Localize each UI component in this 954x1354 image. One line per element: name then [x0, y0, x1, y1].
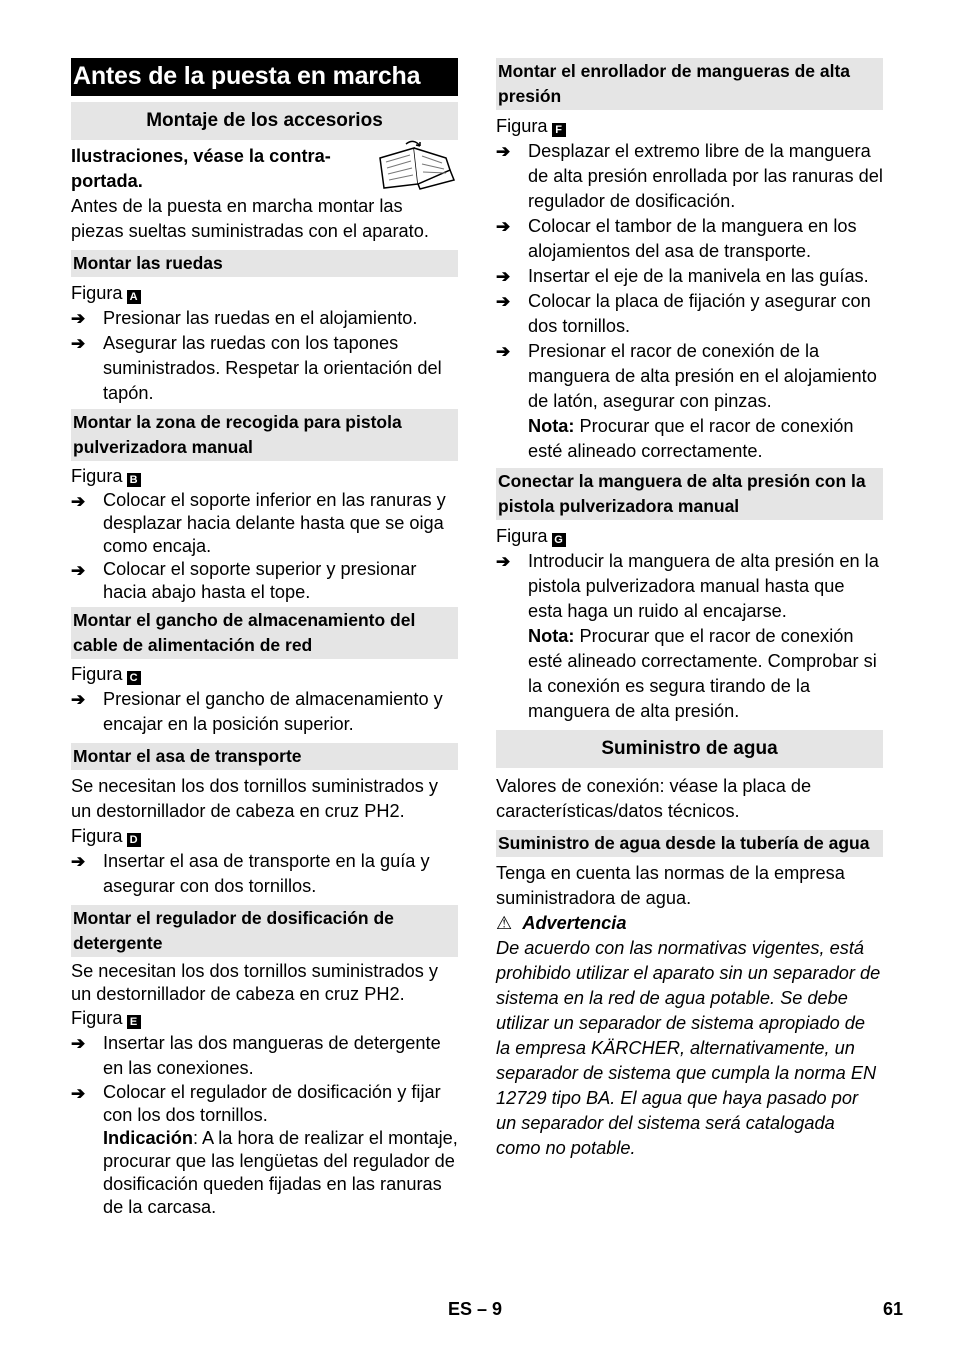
intro-bold-text: Ilustraciones, véase la contra-portada.: [71, 146, 331, 191]
arrow-right-icon: ➔: [71, 690, 86, 709]
warning-triangle-icon: ⚠: [496, 913, 513, 933]
note-text: Indicación: A la hora de realizar el montaje, procurar que las lengüetas del regulador de dosificación queden fijadas en las ranuras de la carcasa.: [103, 1128, 458, 1217]
list-item: ➔ Colocar el soporte inferior en las ranuras y desplazar hacia delante hasta que se oiga como encaja.: [71, 490, 446, 556]
list-item: ➔ Insertar las dos mangueras de detergente en las conexiones.: [71, 1031, 458, 1081]
subsection-title-asa: Montar el asa de transporte: [71, 743, 458, 770]
note-text: Nota: Procurar que el racor de conexión esté alineado correctamente.: [528, 416, 854, 461]
subsection-title-zona: Montar la zona de recogida para pistola pulverizadora manual: [71, 409, 458, 461]
figure-letter-icon: F: [552, 123, 566, 137]
subsection-title-regulador: Montar el regulador de dosificación de detergente: [71, 905, 458, 957]
list-item: ➔ Insertar el asa de transporte en la guía y asegurar con dos tornillos.: [71, 849, 458, 899]
arrow-right-icon: ➔: [496, 342, 511, 361]
list-item: ➔ Colocar el soporte superior y presionar hacia abajo hasta el tope.: [71, 559, 417, 602]
list-item: ➔ Asegurar las ruedas con los tapones suministrados. Respetar la orientación del tapón.: [71, 331, 458, 406]
figure-ref: Figura D: [71, 824, 458, 849]
subsection-title-ruedas: Montar las ruedas: [71, 250, 458, 277]
right-column: [496, 58, 883, 1161]
arrow-right-icon: ➔: [496, 292, 511, 311]
agua-text: Valores de conexión: véase la placa de características/datos técnicos.: [496, 776, 812, 821]
arrow-right-icon: ➔: [496, 552, 511, 571]
arrow-right-icon: ➔: [71, 1034, 86, 1053]
arrow-right-icon: ➔: [71, 309, 86, 328]
subsection-title-enrollador: Montar el enrollador de mangueras de alta presión: [496, 58, 883, 110]
list-item: ➔ Presionar el gancho de almacenamiento y encajar en la posición superior.: [71, 687, 458, 737]
figure-ref: Figura C: [71, 662, 458, 687]
regulador-text: Se necesitan los dos tornillos suministrados y un destornillador de cabeza en cruz PH2.: [71, 961, 438, 1004]
section-title-accesorios: Montaje de los accesorios: [71, 102, 458, 140]
tuberia-text: Tenga en cuenta las normas de la empresa suministradora de agua.: [496, 863, 845, 908]
arrow-right-icon: ➔: [496, 267, 511, 286]
warning-text: De acuerdo con las normativas vigentes, está prohibido utilizar el aparato sin un separador de sistema en la red de agua potable. Se debe utilizar un separador de sistema apropiado de la empresa KÄRCHER, alternativamente, un separador de sistema que cumpla la norma EN 12729 tipo BA. El agua que haya pasado por un separador del sistema será catalogada como no potable.: [496, 938, 881, 1158]
list-item: ➔ Colocar la placa de fijación y asegurar con dos tornillos.: [496, 289, 883, 339]
figure-ref: Figura G: [496, 524, 883, 549]
asa-text: Se necesitan los dos tornillos suministrados y un destornillador de cabeza en cruz PH2.: [71, 776, 438, 821]
main-title: Antes de la puesta en marcha: [71, 58, 458, 96]
figure-ref: Figura E: [71, 1006, 458, 1031]
figure-letter-icon: C: [127, 671, 141, 685]
arrow-right-icon: ➔: [496, 217, 511, 236]
figure-letter-icon: D: [127, 833, 141, 847]
warning-heading: ⚠ Advertencia: [496, 913, 627, 933]
book-icon: [376, 140, 458, 190]
section-title-agua: Suministro de agua: [496, 730, 883, 768]
arrow-right-icon: ➔: [71, 852, 86, 871]
list-item: ➔ Colocar el tambor de la manguera en los alojamientos del asa de transporte.: [496, 214, 883, 264]
list-item: ➔ Colocar el regulador de dosificación y fijar con los dos tornillos. Indicación: A la hora de realizar el montaje, procurar que las lengüetas del regulador de dosificación queden fijadas en las ranuras de la carcasa.: [71, 1082, 458, 1217]
subsection-title-tuberia: Suministro de agua desde la tubería de agua: [496, 830, 883, 857]
figure-ref: Figura B: [71, 464, 458, 489]
intro-text: Antes de la puesta en marcha montar las piezas sueltas suministradas con el aparato.: [71, 196, 429, 241]
figure-letter-icon: A: [127, 290, 141, 304]
subsection-title-gancho: Montar el gancho de almacenamiento del cable de alimentación de red: [71, 607, 458, 659]
list-item: ➔ Presionar las ruedas en el alojamiento.: [71, 306, 458, 331]
figure-letter-icon: B: [127, 473, 141, 487]
figure-letter-icon: G: [552, 533, 566, 547]
arrow-right-icon: ➔: [71, 492, 86, 511]
left-column: [71, 58, 458, 1219]
figure-ref: Figura A: [71, 281, 458, 306]
figure-ref: Figura F: [496, 114, 883, 139]
list-item: ➔ Desplazar el extremo libre de la manguera de alta presión enrollada por las ranuras del regulador de dosificación.: [496, 139, 883, 214]
arrow-right-icon: ➔: [496, 142, 511, 161]
list-item: ➔ Introducir la manguera de alta presión en la pistola pulverizadora manual hasta que esta haga un ruido al encajarse. Nota: Procurar que el racor de conexión esté alineado correctamente. Comprobar si la conexión es segura tirando de la manguera de alta presión.: [496, 549, 883, 724]
list-item: ➔ Presionar el racor de conexión de la manguera de alta presión en el alojamiento de latón, asegurar con pinzas. Nota: Procurar que el racor de conexión esté alineado correctamente.: [496, 339, 883, 464]
intro-row: [71, 144, 458, 194]
subsection-title-conectar: Conectar la manguera de alta presión con la pistola pulverizadora manual: [496, 468, 883, 520]
list-item: ➔ Insertar el eje de la manivela en las guías.: [496, 264, 883, 289]
arrow-right-icon: ➔: [71, 561, 86, 580]
arrow-right-icon: ➔: [71, 334, 86, 353]
figure-letter-icon: E: [127, 1015, 141, 1029]
footer-language-page: ES – 9: [448, 1299, 503, 1319]
note-text: Nota: Procurar que el racor de conexión esté alineado correctamente. Comprobar si la conexión es segura tirando de la manguera de alta presión.: [528, 626, 877, 721]
arrow-right-icon: ➔: [71, 1084, 86, 1103]
page-number: 61: [883, 1299, 904, 1319]
